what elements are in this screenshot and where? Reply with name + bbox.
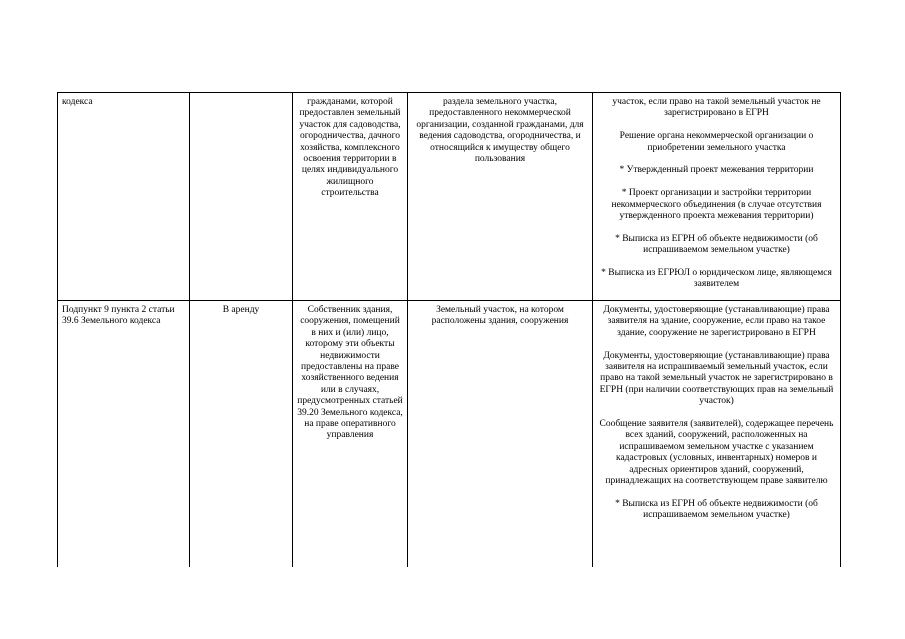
document-item: участок, если право на такой земельный участок не зарегистрировано в ЕГРН xyxy=(612,97,821,119)
documents-cell xyxy=(593,301,841,568)
right-type-cell xyxy=(190,93,293,301)
document-item: Документы, удостоверяющие (устанавливающие) права заявителя на здание, сооружение, если право на такое здание, сооружение не зарегистрировано в ЕГРН xyxy=(603,305,830,338)
document-item: * Выписка из ЕГРН об объекте недвижимости (об испрашиваемом земельном участке) xyxy=(615,498,818,521)
land-parcel-cell: раздела земельного участка, предоставленного некоммерческой организации, созданной гражданами, для ведения садоводства, огородничества, и относящийся к имуществу общего пользования xyxy=(408,93,593,301)
basis-cell: кодекса xyxy=(58,93,190,301)
document-item: * Выписка из ЕГРЮЛ о юридическом лице, являющемся заявителем xyxy=(601,268,832,290)
right-type-cell: В аренду xyxy=(190,301,293,568)
land-parcel-cell: Земельный участок, на котором расположены здания, сооружения xyxy=(408,301,593,568)
table-row xyxy=(58,301,841,568)
procedure-table xyxy=(57,92,841,567)
document-item: * Выписка из ЕГРН об объекте недвижимости (об испрашиваемом земельном участке) xyxy=(615,233,818,256)
document-item: * Утвержденный проект межевания территории xyxy=(619,165,814,176)
table-row xyxy=(58,93,841,301)
document-item: Решение органа некоммерческой организации о приобретении земельного участка xyxy=(619,131,814,153)
applicant-cell: Собственник здания, сооружения, помещений в них и (или) лицо, которому эти объекты недвижимости предоставлены на праве хозяйственного ведения или в случаях, предусмотренных статьей 39.20 Земельного кодекса, на праве оперативного управления xyxy=(293,301,408,568)
document-item: Сообщение заявителя (заявителей), содержащее перечень всех зданий, сооружений, расположенных на испрашиваемом земельном участке с указанием кадастровых (условных, инвентарных) номеров и адресных ориентиров зданий, сооружений, принадлежащих на соответствующем праве заявителю xyxy=(599,419,834,487)
document-item: * Проект организации и застройки территории некоммерческого объединения (в случае отсутствия утвержденного проекта межевания территории) xyxy=(611,188,822,222)
basis-cell: Подпункт 9 пункта 2 статьи 39.6 Земельного кодекса xyxy=(58,301,190,568)
applicant-cell: гражданами, которой предоставлен земельный участок для садоводства, огородничества, дачного хозяйства, комплексного освоения территории в целях индивидуального жилищного строительства xyxy=(293,93,408,301)
documents-cell xyxy=(593,93,841,301)
document-item: Документы, удостоверяющие (устанавливающие) права заявителя на испрашиваемый земельный участок, если право на такой земельный участок не зарегистрировано в ЕГРН (при наличии соответствующих прав на земельный участок) xyxy=(599,350,834,407)
